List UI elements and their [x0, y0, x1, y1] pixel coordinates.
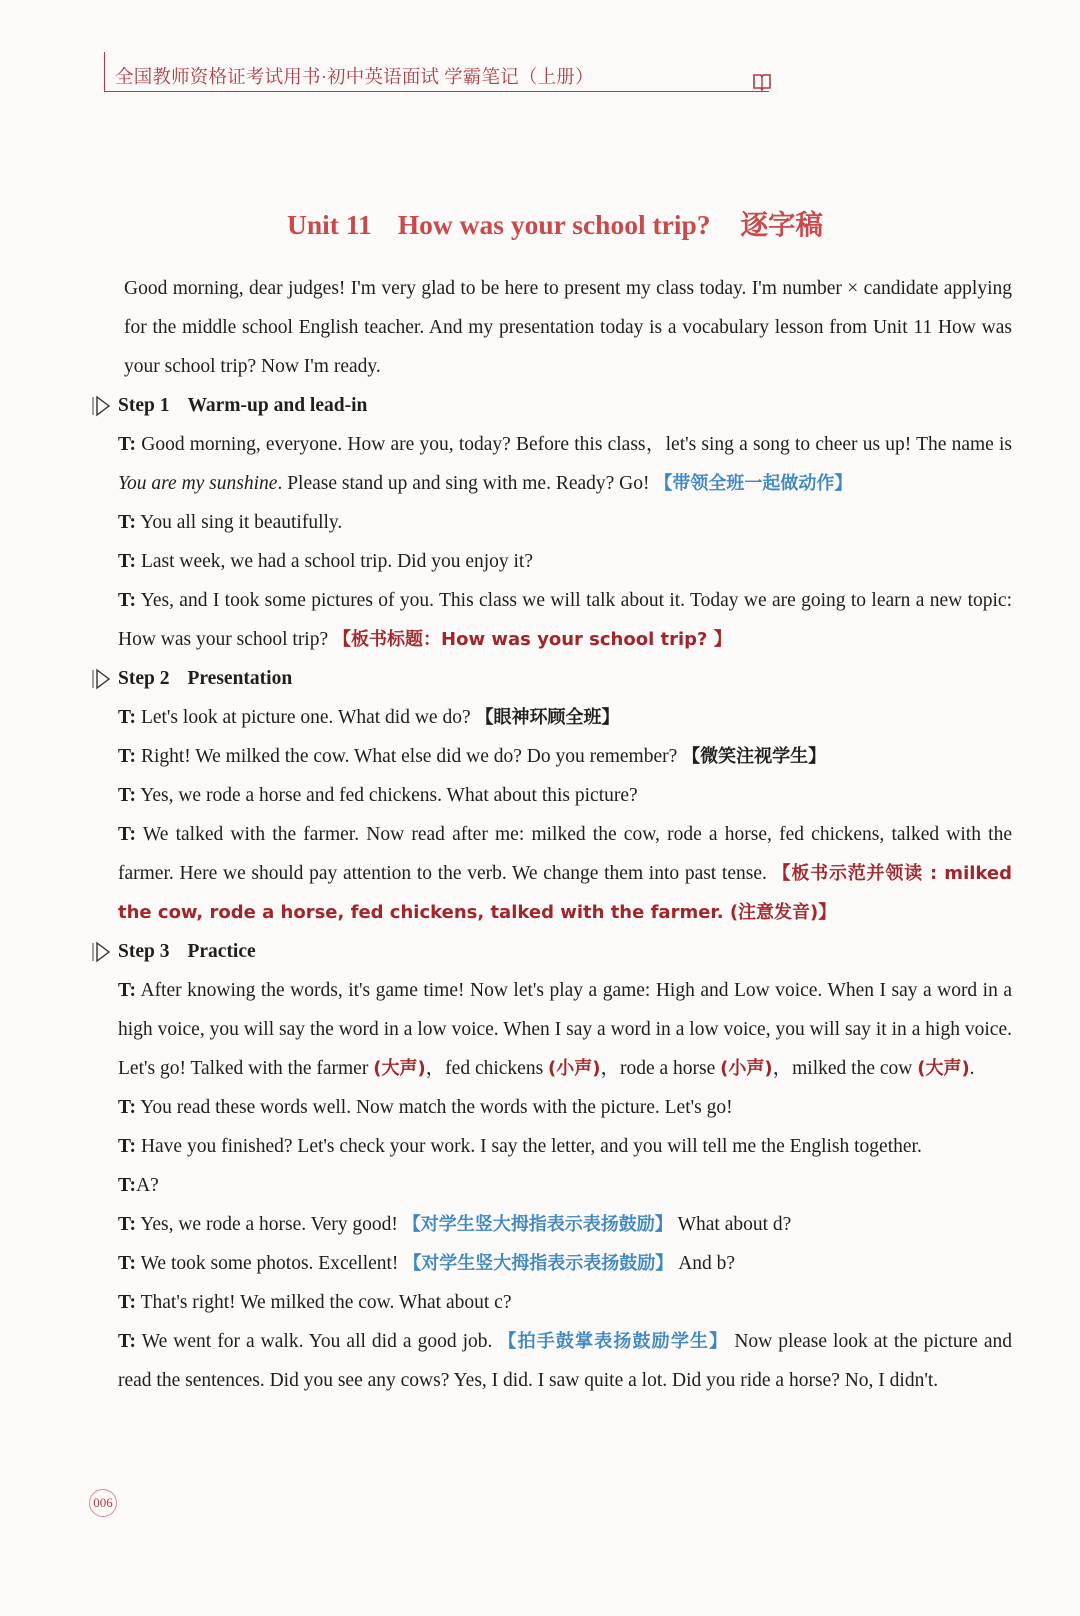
line-text: A? — [136, 1175, 159, 1196]
line-text: We went for a walk. You all did a good job. — [141, 1331, 499, 1352]
line-text: After knowing the words, it's game time! Now let's play a game: High and Low voice. When I say a word in a high voice, you will say the word in a low voice. When I say a word in a low voice, you will say it in a high voice. Let's go! Talked with the farmer — [118, 980, 1012, 1079]
step-name: Practice — [187, 941, 256, 962]
dialogue-line — [118, 698, 1012, 737]
play-marker-icon — [90, 386, 112, 425]
speaker-label: T: — [118, 512, 137, 533]
dialogue-line — [118, 581, 1012, 659]
dialogue-line — [118, 1088, 1012, 1127]
play-marker-icon — [90, 659, 112, 698]
step-number: Step 3 — [118, 941, 170, 962]
page-number: 006 — [89, 1489, 117, 1517]
dialogue-line — [118, 971, 1012, 1088]
stage-note: 【对学生竖大拇指表示表扬鼓励】 — [402, 1214, 673, 1235]
board-note: 【板书示范并领读 : milked the cow, rode a horse, fed chickens, talked with the farmer. (注意发音)】 — [118, 863, 1012, 923]
line-text: Have you finished? Let's check your work. I say the letter, and you will tell me the English together. — [140, 1136, 922, 1157]
lesson-content — [118, 269, 1012, 1400]
line-text: Right! We milked the cow. What else did we do? Do you remember? — [140, 746, 683, 767]
voice-cue: (小声) — [548, 1058, 601, 1079]
speaker-label: T: — [118, 824, 137, 845]
dialogue-line — [118, 737, 1012, 776]
song-title: You are my sunshine — [118, 473, 278, 494]
speaker-label: T: — [118, 1292, 137, 1313]
title-unit: Unit 11 — [286, 209, 372, 240]
line-text: You all sing it beautifully. — [140, 512, 343, 533]
line-text: . — [969, 1058, 975, 1079]
step-number: Step 2 — [118, 668, 170, 689]
line-text: Yes, we rode a horse and fed chickens. What about this picture? — [140, 785, 638, 806]
dialogue-line — [118, 542, 1012, 581]
title-topic: How was your school trip? — [397, 209, 711, 240]
speaker-label: T: — [118, 1253, 137, 1274]
intro-paragraph: Good morning, dear judges! I'm very glad to be here to present my class today. I'm number × candidate applying for the middle school English teacher. And my presentation today is a vocabulary lesson from Unit 11 How was your school trip? Now I'm ready. — [124, 278, 1012, 377]
dialogue-line — [118, 1127, 1012, 1166]
dialogue-line — [118, 1205, 1012, 1244]
line-text: Last week, we had a school trip. Did you enjoy it? — [140, 551, 534, 572]
title-tag: 逐字稿 — [740, 209, 824, 240]
line-text: We took some photos. Excellent! — [140, 1253, 404, 1274]
dialogue-line — [118, 1244, 1012, 1283]
step-name: Warm-up and lead-in — [187, 395, 368, 416]
stage-note: 【微笑注视学生】 — [682, 746, 827, 767]
speaker-label: T: — [118, 707, 137, 728]
line-text: And b? — [673, 1253, 736, 1274]
speaker-label: T: — [118, 980, 137, 1001]
dialogue-line — [118, 1322, 1012, 1400]
dialogue-line — [118, 815, 1012, 932]
dialogue-line — [118, 1166, 1012, 1205]
stage-note: 【拍手鼓掌表扬鼓励学生】 — [498, 1331, 729, 1352]
dialogue-line — [118, 503, 1012, 542]
speaker-label: T: — [118, 434, 137, 455]
line-text: ，milked the cow — [772, 1058, 918, 1079]
dialogue-line — [118, 1283, 1012, 1322]
speaker-label: T: — [118, 551, 137, 572]
line-text: We talked with the farmer. Now read after me: milked the cow, rode a horse, fed chickens, talked with the farmer. Here we should pay attention to the verb. We change them into past tense. — [118, 824, 1012, 884]
step-3-heading — [118, 932, 1012, 971]
line-text: ，fed chickens — [425, 1058, 549, 1079]
speaker-label: T: — [118, 1097, 137, 1118]
book-title: 全国教师资格证考试用书·初中英语面试 学霸笔记（上册） — [115, 68, 594, 88]
step-1-heading — [118, 386, 1012, 425]
line-text: What about d? — [672, 1214, 792, 1235]
line-text: . Please stand up and sing with me. Ready? Go! — [277, 473, 655, 494]
step-name: Presentation — [187, 668, 293, 689]
voice-cue: (小声) — [720, 1058, 773, 1079]
line-text: Good morning, everyone. How are you, today? Before this class，let's sing a song to cheer us up! The name is — [141, 434, 1012, 455]
step-2-heading — [118, 659, 1012, 698]
dialogue-line — [118, 776, 1012, 815]
speaker-label: T: — [118, 1175, 137, 1196]
speaker-label: T: — [118, 1214, 137, 1235]
speaker-label: T: — [118, 785, 137, 806]
speaker-label: T: — [118, 1331, 137, 1352]
stage-note: 【眼神环顾全班】 — [475, 707, 620, 728]
voice-cue: (大声) — [373, 1058, 426, 1079]
stage-note: 【带领全班一起做动作】 — [654, 473, 853, 494]
book-icon — [752, 72, 772, 92]
dialogue-line — [118, 425, 1012, 503]
line-text: That's right! We milked the cow. What about c? — [140, 1292, 512, 1313]
speaker-label: T: — [118, 1136, 137, 1157]
line-text: Yes, and I took some pictures of you. This class we will talk about it. Today we are going to learn a new topic: How was your school trip? — [118, 590, 1012, 650]
step-number: Step 1 — [118, 395, 170, 416]
line-text: You read these words well. Now match the words with the picture. Let's go! — [140, 1097, 733, 1118]
speaker-label: T: — [118, 746, 137, 767]
line-text: Now please look at the picture and read the sentences. Did you see any cows? Yes, I did. I saw quite a lot. Did you ride a horse? No, I didn't. — [118, 1331, 1013, 1391]
board-note: 【板书标题：How was your school trip? 】 — [333, 629, 732, 650]
play-marker-icon — [90, 932, 112, 971]
page-title — [0, 202, 1080, 242]
line-text: Let's look at picture one. What did we do? — [140, 707, 476, 728]
speaker-label: T: — [118, 590, 137, 611]
stage-note: 【对学生竖大拇指表示表扬鼓励】 — [403, 1253, 674, 1274]
line-text: ，rode a horse — [600, 1058, 721, 1079]
line-text: Yes, we rode a horse. Very good! — [140, 1214, 403, 1235]
voice-cue: (大声) — [917, 1058, 970, 1079]
